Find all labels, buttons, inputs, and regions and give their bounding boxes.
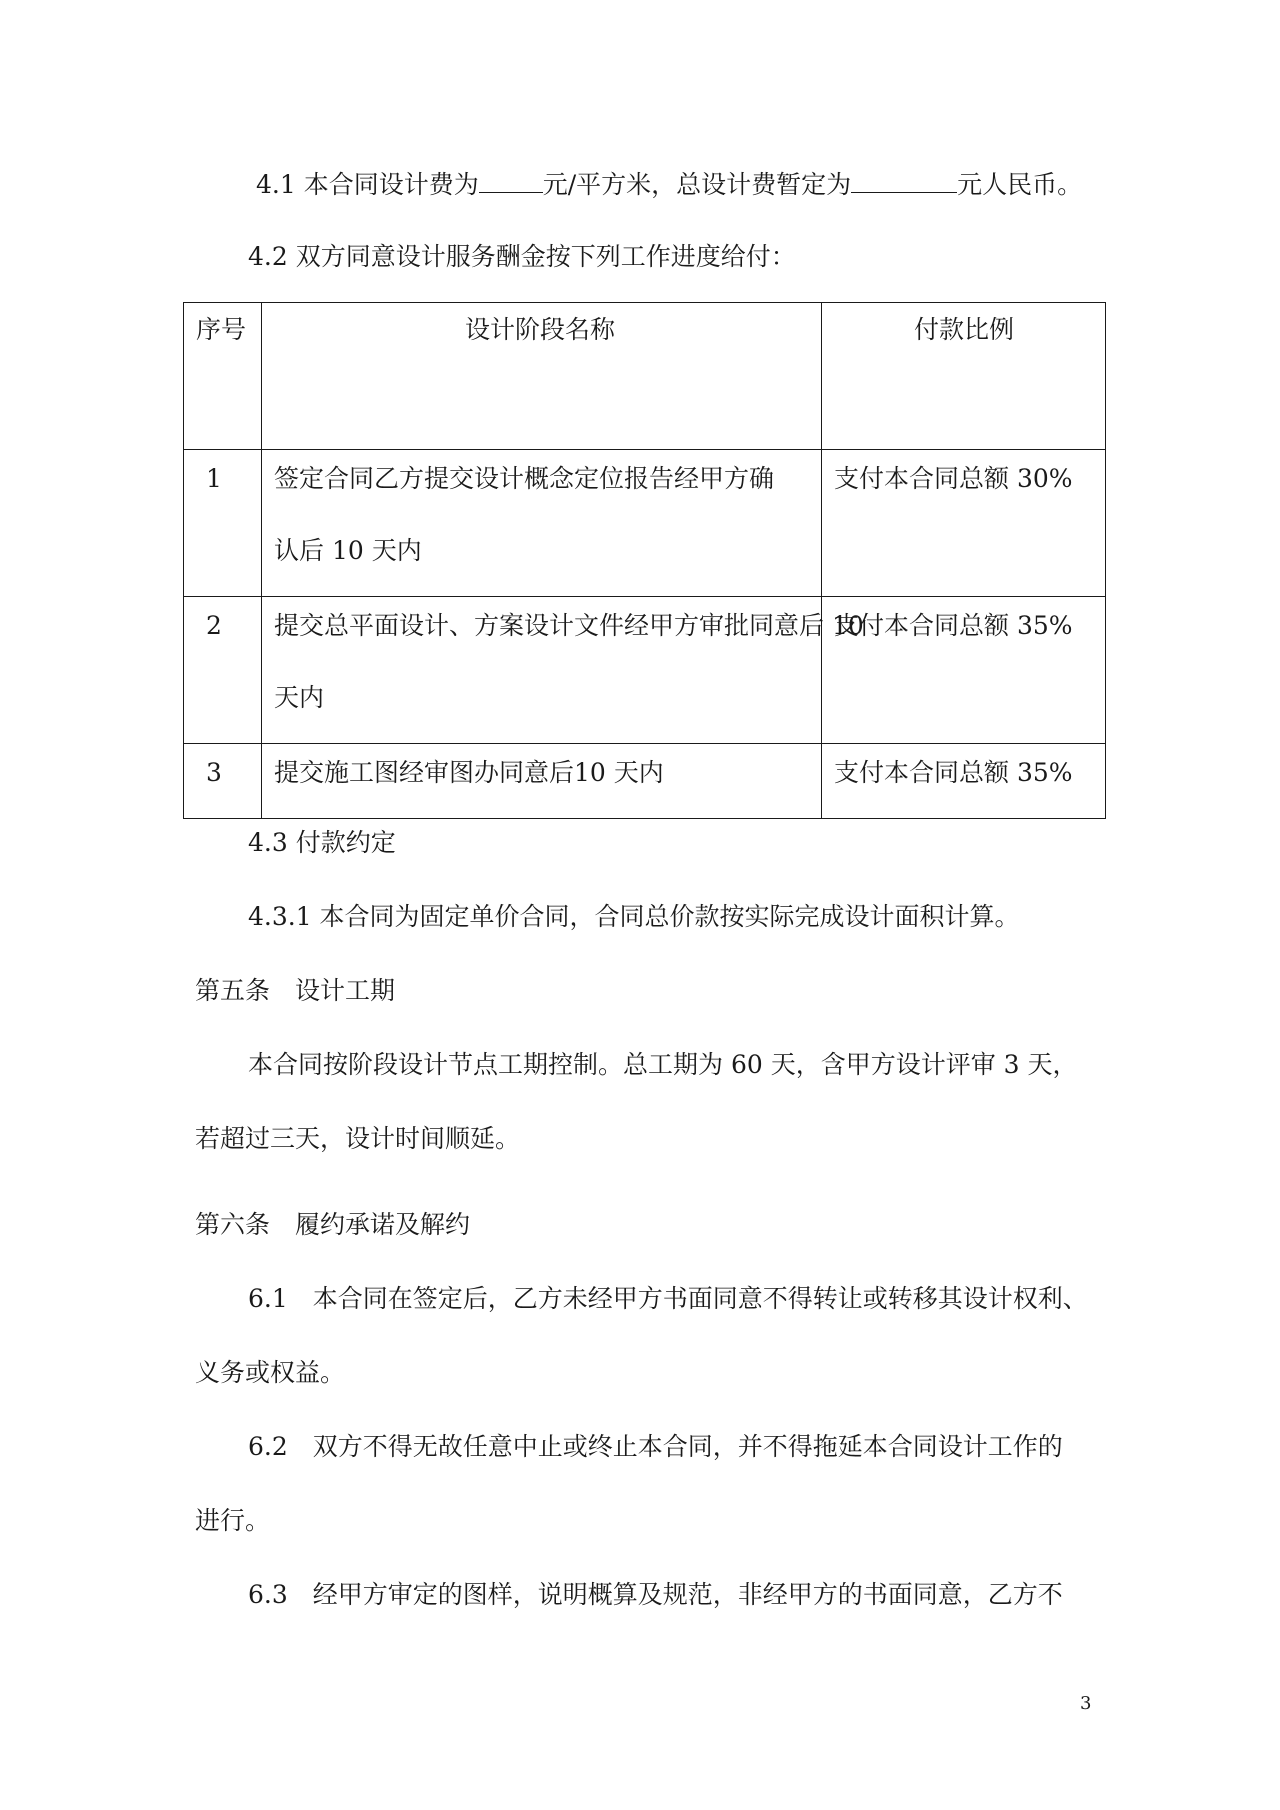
header-stage-text: 设计阶段名称 (465, 315, 616, 344)
table-header-row (184, 303, 1106, 450)
row-ratio: 支付本合同总额 30% (834, 464, 1073, 493)
row-ratio-cell (822, 744, 1106, 819)
article-5-title: 第五条 设计工期 (195, 976, 396, 1005)
row-no: 2 (206, 611, 222, 640)
clause-4-1 (256, 170, 1082, 197)
unit-price-blank (479, 170, 543, 193)
row-no-cell (184, 597, 262, 744)
clause-6-1-line1: 6.1 本合同在签定后，乙方未经甲方书面同意不得转让或转移其设计权利、 (248, 1284, 1088, 1313)
row-stage-cell (262, 744, 822, 819)
header-cell-ratio (822, 303, 1106, 450)
row-stage-line1: 签定合同乙方提交设计概念定位报告经甲方确 (274, 464, 775, 493)
row-no: 3 (206, 758, 222, 787)
row-stage-line2: 认后 10 天内 (274, 536, 422, 565)
clause-4-2: 4.2 双方同意设计服务酬金按下列工作进度给付： (248, 242, 796, 271)
article-6-title: 第六条 履约承诺及解约 (195, 1210, 471, 1239)
payment-schedule-table (183, 302, 1106, 819)
row-stage-cell (262, 597, 864, 744)
clause-6-2-line2: 进行。 (195, 1506, 271, 1535)
row-no-cell (184, 450, 262, 597)
clause-4-1-middle: 元/平方米，总设计费暂定为 (542, 170, 852, 199)
table-row (184, 597, 1106, 744)
header-ratio-text: 付款比例 (914, 315, 1015, 344)
header-no-text: 序号 (196, 315, 247, 344)
header-cell-stage (262, 303, 822, 450)
table-row (184, 744, 1106, 819)
header-cell-no (184, 303, 262, 450)
clause-6-1-line2: 义务或权益。 (195, 1358, 346, 1387)
row-ratio: 支付本合同总额 35% (834, 758, 1073, 787)
page-number: 3 (1080, 1693, 1092, 1714)
article-5-line2: 若超过三天，设计时间顺延。 (195, 1124, 521, 1153)
row-ratio-cell (822, 597, 1106, 744)
row-stage-line1: 提交总平面设计、方案设计文件经甲方审批同意后 10 (274, 611, 864, 640)
row-stage-cell (262, 450, 822, 597)
clause-6-2-line1: 6.2 双方不得无故任意中止或终止本合同，并不得拖延本合同设计工作的 (248, 1432, 1063, 1461)
row-no-cell (184, 744, 262, 819)
total-fee-blank (851, 170, 957, 193)
row-stage-line2: 天内 (274, 683, 325, 712)
clause-4-1-suffix: 元人民币。 (957, 170, 1083, 199)
row-no: 1 (206, 464, 222, 493)
clause-4-3: 4.3 付款约定 (248, 828, 396, 857)
row-stage-line1: 提交施工图经审图办同意后10 天内 (274, 758, 664, 787)
clause-6-3-line1: 6.3 经甲方审定的图样，说明概算及规范，非经甲方的书面同意，乙方不 (248, 1580, 1063, 1609)
table-row (184, 450, 1106, 597)
row-ratio-cell (822, 450, 1106, 597)
clause-4-3-1: 4.3.1 本合同为固定单价合同，合同总价款按实际完成设计面积计算。 (248, 902, 1020, 931)
clause-4-1-prefix: 4.1 本合同设计费为 (256, 170, 479, 199)
article-5-line1: 本合同按阶段设计节点工期控制。总工期为 60 天，含甲方设计评审 3 天， (248, 1050, 1078, 1079)
row-ratio: 支付本合同总额 35% (834, 611, 1073, 640)
